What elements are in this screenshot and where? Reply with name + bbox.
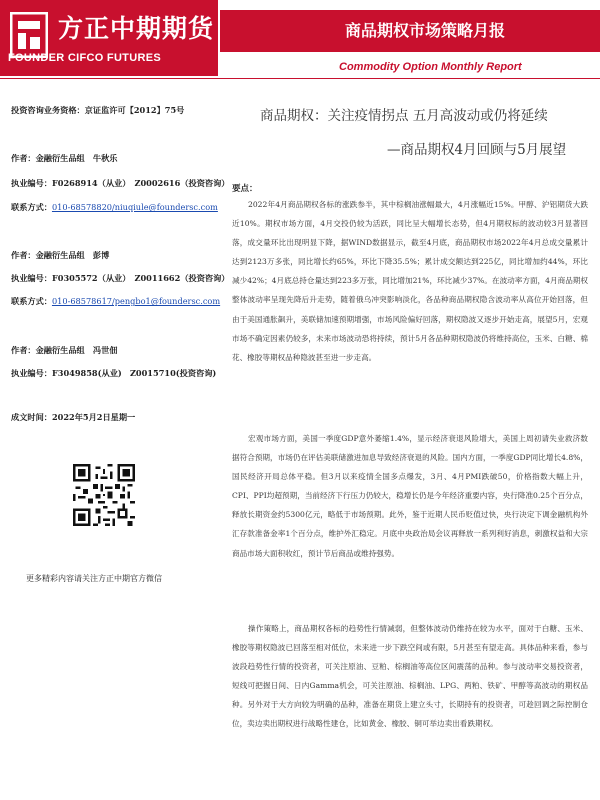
- publish-date: 成文时间：2022年5月2日星期一: [11, 412, 136, 422]
- contact-row: [11, 295, 220, 308]
- article-subtitle: —商品期权4月回顾与5月展望: [387, 142, 567, 158]
- wechat-qr-code-icon: [73, 464, 135, 526]
- company-name-en: FOUNDER CIFCO FUTURES: [8, 52, 161, 64]
- report-subtitle: Commodity Option Monthly Report: [339, 61, 522, 73]
- paragraph: 宏观市场方面，美国一季度GDP意外萎缩1.4%，显示经济衰退风险增大，美国上周初请失业救济数据符合预期，市场仍在评估美联储激进加息导致经济衰退的风险。国内方面，一季度GDP同比增长4.8%，国民经济开局总体平稳。但3月以来疫情全国多点爆发，3月、4月PMI跌破50，价格指数大幅上升，CPI、PPI均超预期，当前经济下行压力仍较大，稳增长仍是今年经济重要内容，央行降准0.25个百分点，释放长期资金约5300亿元，略低于市场预期。此外，鉴于近期人民币贬值过快，央行决定下调金融机构外汇存款准备金率1个百分点，维护外汇稳定。月底中央政治局会议再释放一系列利好消息，刺激权益和大宗商品市场大面积收红，预计节后商品或维持强势。: [232, 434, 588, 558]
- header-divider: [0, 78, 600, 79]
- cert-line: 执业编号：F0268914（从业） Z0002616（投资咨询）: [11, 178, 230, 188]
- key-points-label: 要点：: [232, 184, 258, 194]
- author-line: 作者：金融衍生品组 彭博: [11, 250, 110, 260]
- contact-label: 联系方式：: [11, 296, 52, 306]
- author-line: 作者：金融衍生品组 牛秋乐: [11, 153, 118, 163]
- license-text: 投资咨询业务资格：京证监许可【2012】75号: [11, 105, 185, 115]
- cert-line: 执业编号：F3049858(从业) Z0015710(投资咨询): [11, 368, 217, 378]
- paragraph: 2022年4月商品期权各标的涨跌参半，其中棕榈油涨幅最大，4月涨幅近15%。甲醇、沪铝期货大跌近10%。期权市场方面，4月交投仍较为活跃，同比呈大幅增长态势，但4月期权标的波动较3月显著回落，成交量环比出现明显下降，据WIND数据显示，截至4月底，商品期权市场2022年4月总成交量累计达到2123万多张，同比增长约65%，环比下降35.5%；累计成交额达到225亿，同比增加约44%，环比减少42%；4月底总持仓量达到223多万张，同比增加21%，环比减少37%。在波动率方面，4月商品期权整体波动率呈现先降后升走势，随着俄乌冲突影响淡化，各品种商品期权隐含波动率从高位开始回落，但由于美国通胀飙升，美联储加速预期增强，市场风险偏好回落，期权隐波又逐步开始走高，展望5月，宏观市场不确定因素仍较多，未来市场波动恐将持续，预计5月各品种期权隐波仍将维持高位，玉米、白糖、棉花、橡胶等期权品种隐波甚至进一步走高。: [232, 200, 588, 362]
- contact-link[interactable]: 010-68578820/niuqiule@foundersc.com: [51, 202, 218, 212]
- report-title: 商品期权市场策略月报: [344, 21, 505, 40]
- author-line: 作者：金融衍生品组 冯世佃: [11, 345, 118, 355]
- contact-label: 联系方式：: [11, 202, 52, 212]
- paragraph: 操作策略上，商品期权各标的趋势性行情减弱，但整体波动仍维持在较为水平，面对于白糖、玉米、橡胶等期权隐波已回落至相对低位，未来进一步下跌空间或有限，5月甚至有望走高。具体品种来看，参与波段趋势性行情的投资者，可关注原油、豆粕、棕榈油等高位区间震荡的品种。参与波动率交易投资者，短线可把握日间、日内Gamma机会，可关注原油、棕榈油、LPG、两粕、铁矿、甲醇等高波动的期权品种。另外对于大方向较为明确的品种，准备在期货上建立头寸，长期持有的投资者，可趁回调之际控制仓位，卖边卖出期权进行战略性建仓，比如黄金、橡胶、铜可举边卖出看跌期权。: [232, 624, 588, 729]
- brand-banner: [0, 0, 218, 76]
- article-title: 商品期权：关注疫情拐点 五月高波动或仍将延续: [260, 108, 548, 124]
- contact-row: [11, 201, 218, 214]
- cert-line: 执业编号：F0305572（从业） Z0011662（投资咨询）: [11, 273, 230, 283]
- contact-link[interactable]: 010-68578617/pengbo1@foundersc.com: [51, 296, 221, 306]
- company-name-cn: 方正中期期货: [58, 14, 215, 43]
- qr-caption: 更多精彩内容请关注方正中期官方微信: [26, 574, 162, 583]
- report-title-banner: [220, 10, 600, 52]
